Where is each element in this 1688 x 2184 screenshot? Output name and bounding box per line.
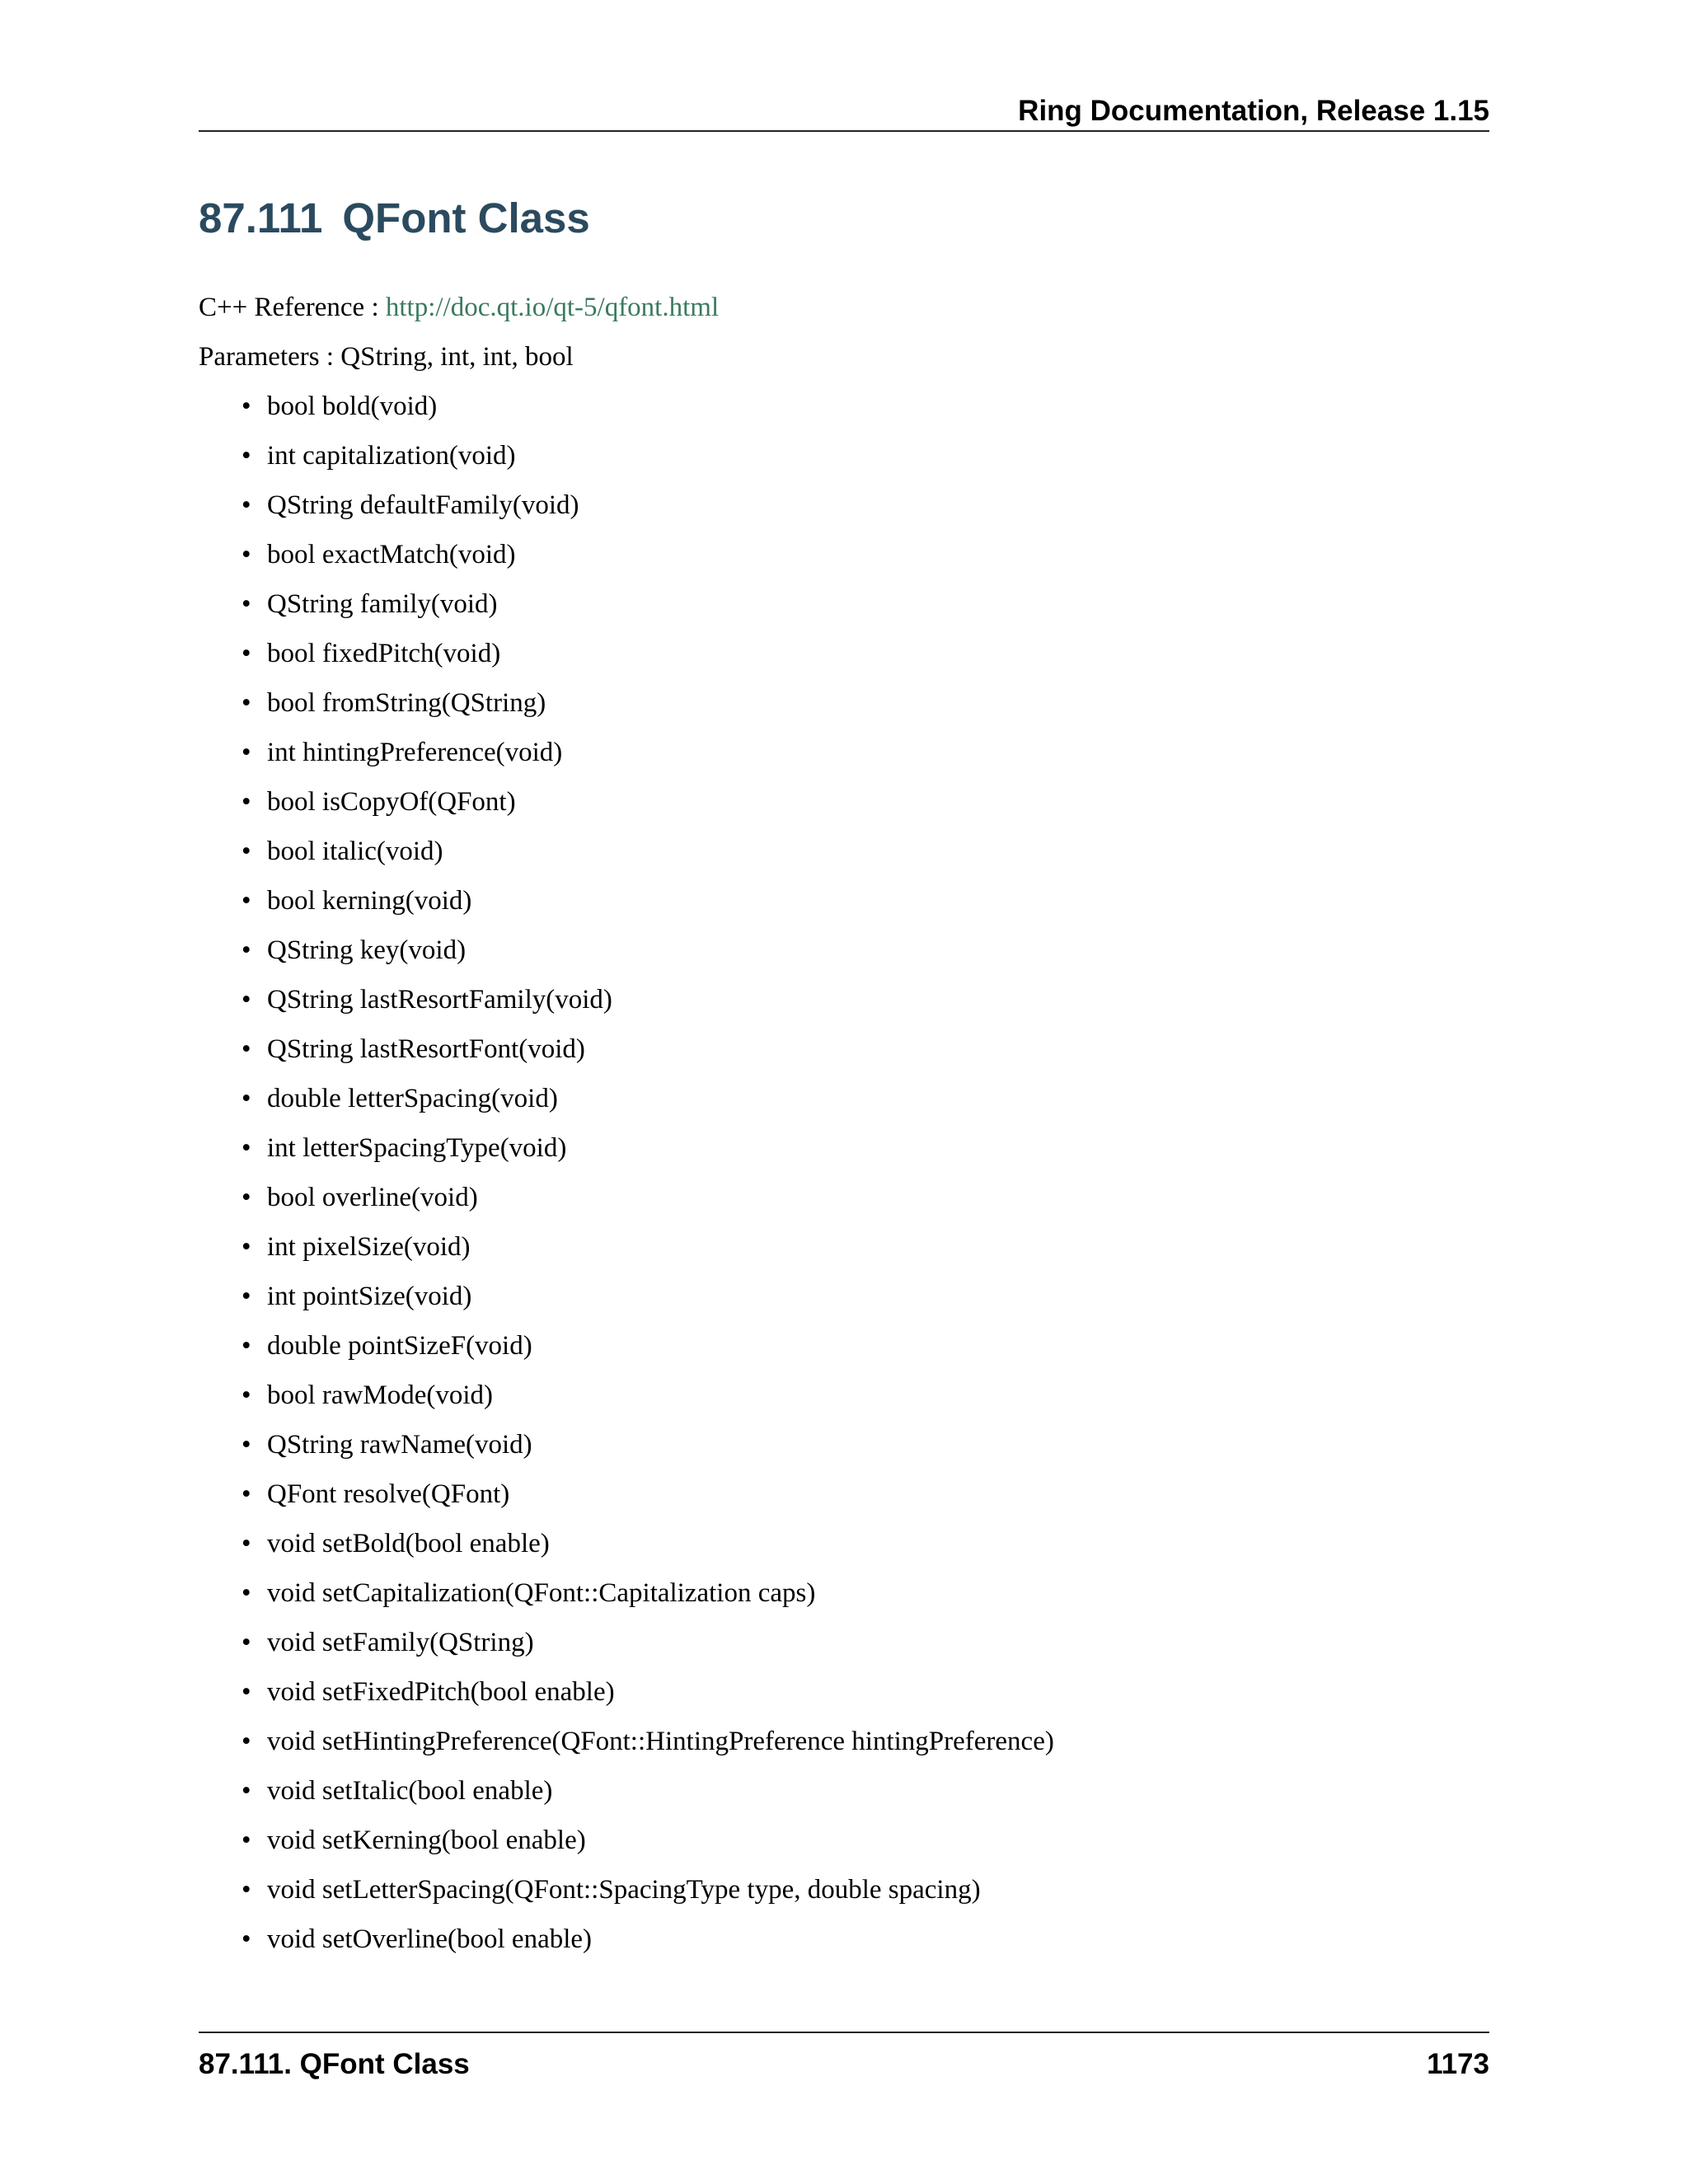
bullet-icon: • xyxy=(241,1479,251,1509)
method-signature: int hintingPreference(void) xyxy=(267,738,563,767)
method-signature: double letterSpacing(void) xyxy=(267,1084,558,1113)
bullet-icon: • xyxy=(241,738,251,767)
bullet-icon: • xyxy=(241,1578,251,1608)
method-signature: QString lastResortFamily(void) xyxy=(267,985,612,1015)
bullet-icon: • xyxy=(241,441,251,471)
method-list-item xyxy=(199,1272,1489,1321)
method-list-item xyxy=(199,1816,1489,1865)
method-list-item xyxy=(199,777,1489,827)
method-signature: void setBold(bool enable) xyxy=(267,1529,550,1558)
bullet-icon: • xyxy=(241,1825,251,1855)
method-list-item xyxy=(199,1667,1489,1717)
method-list-item xyxy=(199,1371,1489,1420)
method-signature: QFont resolve(QFont) xyxy=(267,1479,510,1509)
bullet-icon: • xyxy=(241,490,251,520)
method-list-item xyxy=(199,926,1489,975)
running-footer xyxy=(199,2032,1489,2089)
bullet-icon: • xyxy=(241,837,251,866)
method-signature: void setItalic(bool enable) xyxy=(267,1776,553,1806)
method-list-item xyxy=(199,1766,1489,1816)
method-list-item xyxy=(199,1519,1489,1568)
method-list-item xyxy=(199,678,1489,728)
bullet-icon: • xyxy=(241,1924,251,1954)
method-signature: QString key(void) xyxy=(267,935,467,965)
method-signature: void setCapitalization(QFont::Capitalization caps) xyxy=(267,1578,816,1608)
method-list-item xyxy=(199,1222,1489,1272)
method-signature: bool kerning(void) xyxy=(267,886,472,916)
bullet-icon: • xyxy=(241,1430,251,1460)
cpp-reference-link[interactable]: http://doc.qt.io/qt-5/qfont.html xyxy=(385,293,720,322)
method-list-item xyxy=(199,480,1489,530)
method-list-item xyxy=(199,1568,1489,1618)
method-list-item xyxy=(199,1717,1489,1766)
method-signature: void setLetterSpacing(QFont::SpacingType type, double spacing) xyxy=(267,1875,981,1905)
bullet-icon: • xyxy=(241,639,251,668)
method-list-item xyxy=(199,1420,1489,1469)
bullet-icon: • xyxy=(241,935,251,965)
bullet-icon: • xyxy=(241,391,251,421)
method-signature: QString rawName(void) xyxy=(267,1430,532,1460)
method-signature: int letterSpacingType(void) xyxy=(267,1133,567,1163)
running-header-title: Ring Documentation, Release 1.15 xyxy=(1018,95,1489,127)
method-signature: void setFixedPitch(bool enable) xyxy=(267,1677,615,1707)
bullet-icon: • xyxy=(241,1232,251,1262)
method-list-item xyxy=(199,530,1489,579)
method-signature: bool bold(void) xyxy=(267,391,438,421)
bullet-icon: • xyxy=(241,1628,251,1657)
method-signature: void setKerning(bool enable) xyxy=(267,1825,586,1855)
bullet-icon: • xyxy=(241,1183,251,1212)
method-list-item xyxy=(199,1469,1489,1519)
section-title xyxy=(199,190,590,247)
bullet-icon: • xyxy=(241,540,251,569)
bullet-icon: • xyxy=(241,589,251,619)
section-number: 87.111 xyxy=(199,194,323,241)
method-list-item xyxy=(199,827,1489,876)
method-signature: bool italic(void) xyxy=(267,837,443,866)
section-title-text: QFont Class xyxy=(342,194,590,241)
method-list-item xyxy=(199,1173,1489,1222)
method-list-item xyxy=(199,1321,1489,1371)
method-list-item xyxy=(199,1915,1489,1964)
method-signature: int capitalization(void) xyxy=(267,441,516,471)
bullet-icon: • xyxy=(241,1133,251,1163)
bullet-icon: • xyxy=(241,1677,251,1707)
method-signature: bool exactMatch(void) xyxy=(267,540,516,569)
bullet-icon: • xyxy=(241,1529,251,1558)
method-signature: double pointSizeF(void) xyxy=(267,1331,532,1361)
method-list-item xyxy=(199,579,1489,629)
bullet-icon: • xyxy=(241,1034,251,1064)
method-signature: bool overline(void) xyxy=(267,1183,478,1212)
footer-section-label: 87.111. QFont Class xyxy=(199,2048,470,2080)
method-list-item xyxy=(199,1618,1489,1667)
method-list-item xyxy=(199,1024,1489,1074)
bullet-icon: • xyxy=(241,787,251,817)
method-signature: QString lastResortFont(void) xyxy=(267,1034,585,1064)
method-list xyxy=(199,382,1489,1964)
method-list-item xyxy=(199,876,1489,926)
method-signature: void setOverline(bool enable) xyxy=(267,1924,593,1954)
bullet-icon: • xyxy=(241,985,251,1015)
method-signature: QString family(void) xyxy=(267,589,498,619)
method-signature: bool fixedPitch(void) xyxy=(267,639,501,668)
bullet-icon: • xyxy=(241,1282,251,1311)
bullet-icon: • xyxy=(241,1380,251,1410)
method-signature: void setFamily(QString) xyxy=(267,1628,534,1657)
method-signature: int pixelSize(void) xyxy=(267,1232,471,1262)
method-signature: bool rawMode(void) xyxy=(267,1380,494,1410)
cpp-reference-line xyxy=(199,283,1489,332)
parameters-line: Parameters : QString, int, int, bool xyxy=(199,342,574,372)
method-signature: bool fromString(QString) xyxy=(267,688,546,718)
method-signature: int pointSize(void) xyxy=(267,1282,472,1311)
method-list-item xyxy=(199,382,1489,431)
cpp-reference-label: C++ Reference : xyxy=(199,293,386,322)
footer-page-number: 1173 xyxy=(1427,2048,1489,2080)
method-signature: QString defaultFamily(void) xyxy=(267,490,579,520)
method-list-item xyxy=(199,1123,1489,1173)
bullet-icon: • xyxy=(241,1084,251,1113)
method-list-item xyxy=(199,1074,1489,1123)
main-content xyxy=(199,283,1489,1964)
method-list-item xyxy=(199,975,1489,1024)
method-list-item xyxy=(199,629,1489,678)
method-list-item xyxy=(199,1865,1489,1915)
bullet-icon: • xyxy=(241,688,251,718)
bullet-icon: • xyxy=(241,886,251,916)
method-list-item xyxy=(199,431,1489,480)
method-list-item xyxy=(199,728,1489,777)
method-signature: bool isCopyOf(QFont) xyxy=(267,787,516,817)
running-header xyxy=(199,91,1489,132)
bullet-icon: • xyxy=(241,1727,251,1756)
bullet-icon: • xyxy=(241,1331,251,1361)
bullet-icon: • xyxy=(241,1776,251,1806)
bullet-icon: • xyxy=(241,1875,251,1905)
method-signature: void setHintingPreference(QFont::HintingPreference hintingPreference) xyxy=(267,1727,1054,1756)
